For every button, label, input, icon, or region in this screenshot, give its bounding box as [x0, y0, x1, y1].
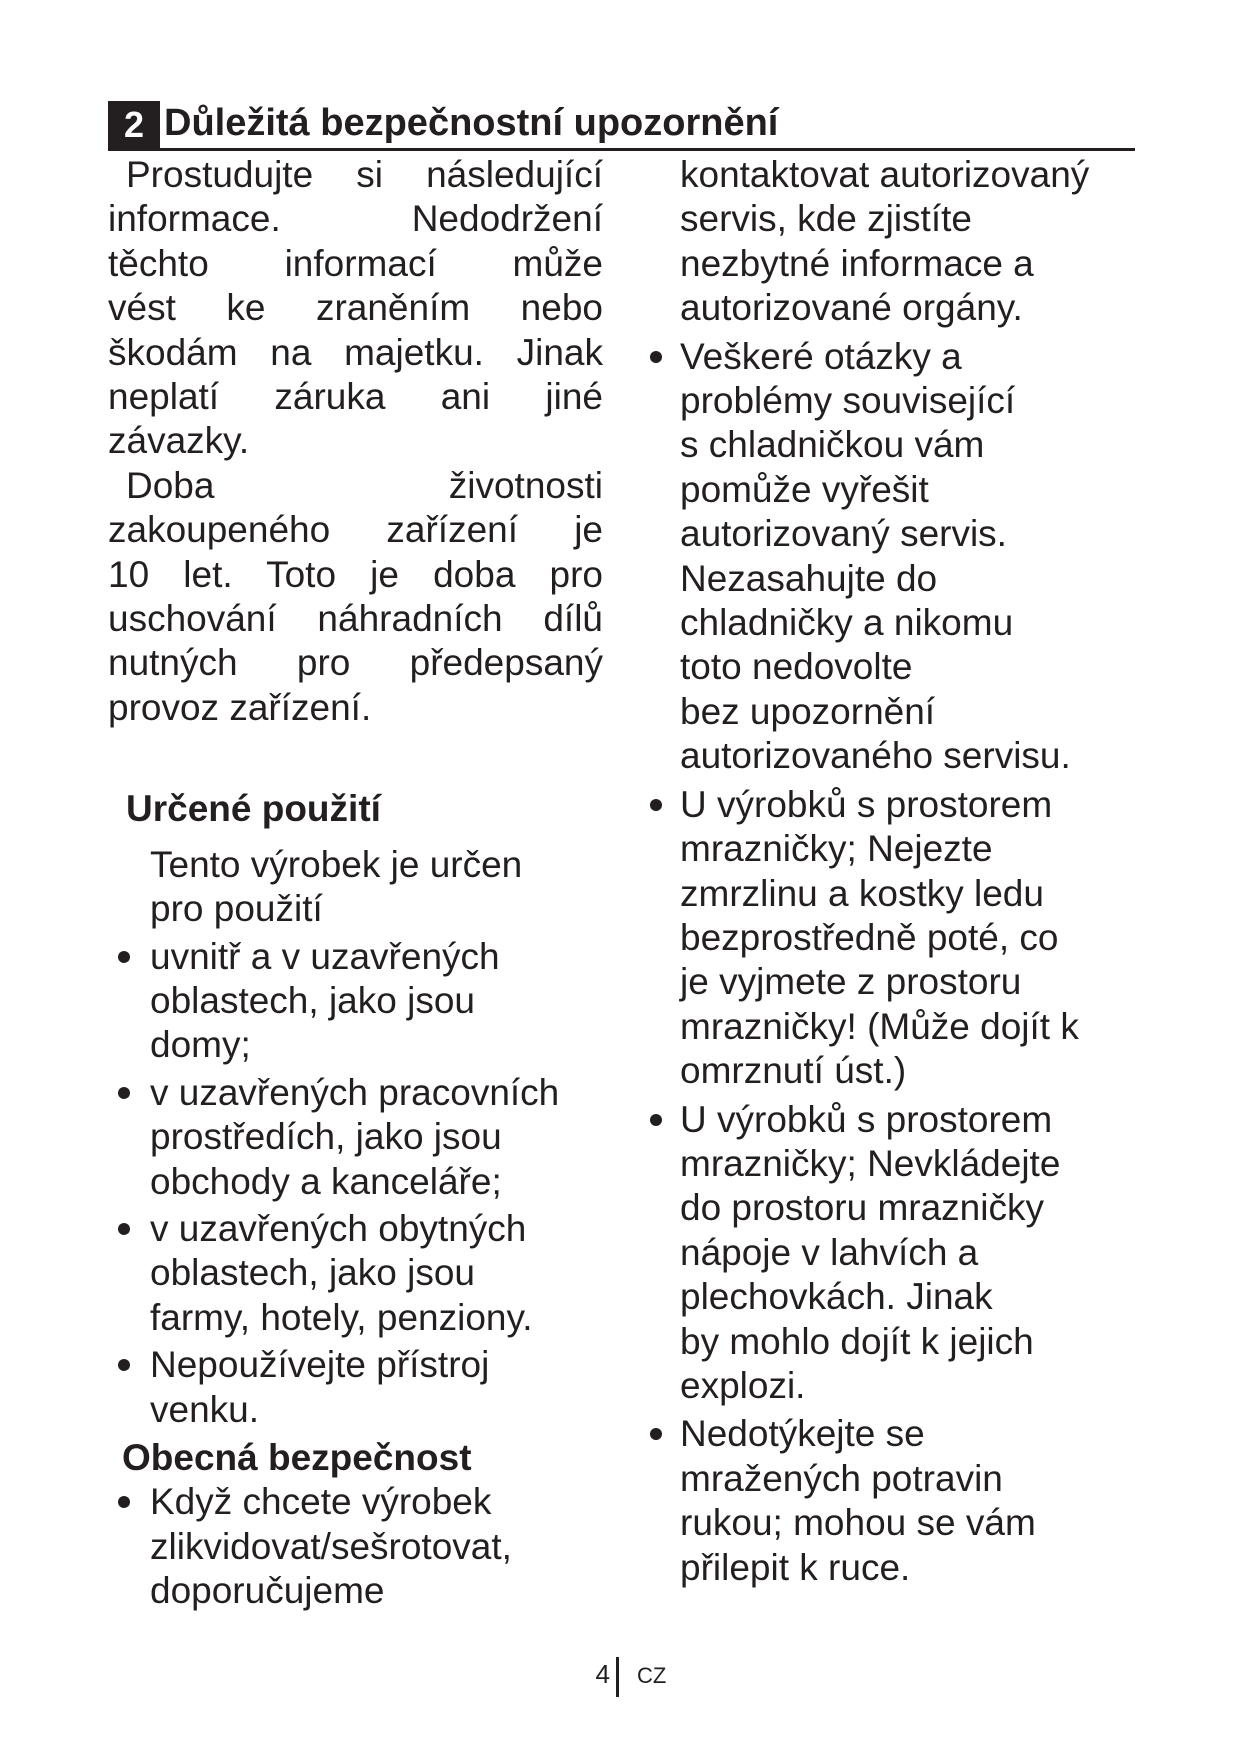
text-line: v uzavřených obytných	[150, 1207, 527, 1249]
list-item	[640, 1098, 1140, 1409]
list-item	[640, 335, 1140, 779]
bullet-icon	[118, 1496, 130, 1508]
bullet-icon	[118, 1359, 130, 1371]
section-title: Důležitá bezpečnostní upozornění	[164, 102, 779, 144]
bullet-icon	[118, 1223, 130, 1235]
text-line: U výrobků s prostorem	[680, 783, 1053, 825]
lifetime-paragraph	[108, 464, 603, 730]
text-line: Tento výrobek je určen	[150, 843, 523, 885]
right-column	[640, 153, 1140, 1590]
general-safety-heading: Obecná bezpečnost	[122, 1436, 472, 1478]
text-line: problémy související	[680, 380, 1016, 422]
intended-use-heading: Určené použití	[126, 788, 381, 830]
text-line: prostředích, jako jsou	[150, 1116, 502, 1158]
text-line: provoz zařízení.	[108, 686, 372, 728]
text-line: pomůže vyřešit	[680, 468, 929, 510]
bullet-icon	[118, 951, 130, 963]
list-item	[108, 935, 603, 1068]
bullet-icon	[118, 1087, 130, 1099]
text-line: bez upozornění	[680, 690, 936, 732]
section-header	[108, 97, 1135, 151]
continuation-paragraph	[640, 153, 1140, 331]
text-line: těchto informací může	[108, 242, 603, 284]
left-column	[108, 153, 603, 1614]
text-line: v uzavřených pracovních	[150, 1071, 560, 1113]
text-line: explozi.	[680, 1364, 806, 1406]
bullet-icon	[650, 1114, 662, 1126]
text-line: domy;	[150, 1024, 251, 1066]
text-line: plechovkách. Jinak	[680, 1276, 993, 1318]
text-line: škodám na majetku. Jinak	[108, 331, 603, 373]
text-line: kontaktovat autorizovaný	[680, 154, 1090, 195]
footer-divider	[616, 1657, 619, 1697]
text-line: bezprostředně poté, co	[680, 916, 1059, 958]
text-line: zmrzlinu a kostky ledu	[680, 872, 1044, 914]
text-line: U výrobků s prostorem	[680, 1098, 1053, 1140]
text-line: autorizované orgány.	[680, 287, 1023, 329]
section-number: 2	[108, 101, 160, 148]
text-line: Veškeré otázky a	[680, 335, 962, 377]
text-line: oblastech, jako jsou	[150, 1252, 475, 1294]
text-line: s chladničkou vám	[680, 424, 985, 466]
text-line: nezbytné informace a	[680, 242, 1034, 284]
text-line: přilepit k ruce.	[680, 1546, 911, 1588]
text-line: venku.	[150, 1388, 260, 1430]
text-line: Doba životnosti	[126, 464, 603, 506]
bullet-icon	[650, 1428, 662, 1440]
language-code: CZ	[637, 1663, 667, 1688]
text-line: je vyjmete z prostoru	[680, 961, 1022, 1003]
text-line: Prostudujte si následující	[126, 154, 603, 195]
text-line: vést ke zraněním nebo	[108, 287, 603, 329]
list-item	[640, 783, 1140, 1094]
text-line: Nezasahujte do	[680, 557, 938, 599]
text-line: mražených potravin	[680, 1457, 1003, 1499]
text-line: autorizovaného servisu.	[680, 735, 1071, 777]
text-line: toto nedovolte	[680, 646, 913, 688]
text-line: autorizovaný servis.	[680, 513, 1007, 555]
text-line: by mohlo dojít k jejich	[680, 1320, 1034, 1362]
text-line: chladničky a nikomu	[680, 602, 1014, 644]
text-line: servis, kde zjistíte	[680, 198, 972, 240]
bullet-icon	[650, 351, 662, 363]
text-line: nápoje v lahvích a	[680, 1231, 979, 1273]
page-footer	[0, 1655, 1240, 1699]
bullet-icon	[650, 799, 662, 811]
text-line: Nepoužívejte přístroj	[150, 1344, 490, 1386]
text-line: mrazničky; Nejezte	[680, 828, 993, 870]
page-number: 4	[595, 1659, 610, 1689]
text-line: mrazničky! (Může dojít k	[680, 1005, 1079, 1047]
text-line: oblastech, jako jsou	[150, 979, 475, 1021]
text-line: mrazničky; Nevkládejte	[680, 1142, 1061, 1184]
spacer	[108, 832, 603, 843]
text-line: farmy, hotely, penziony.	[150, 1296, 533, 1338]
text-line: neplatí záruka ani jiné	[108, 376, 603, 418]
intro-paragraph	[108, 153, 603, 464]
list-item	[108, 1071, 603, 1204]
text-line: pro použití	[150, 888, 323, 930]
text-line: doporučujeme	[150, 1570, 385, 1612]
text-line: omrznutí úst.)	[680, 1050, 907, 1092]
text-line: informace. Nedodržení	[108, 198, 603, 240]
text-line: Nedotýkejte se	[680, 1413, 925, 1455]
list-item	[640, 1412, 1140, 1590]
text-line: zlikvidovat/sešrotovat,	[150, 1525, 512, 1567]
text-line: obchody a kanceláře;	[150, 1160, 502, 1202]
text-line: uschování náhradních dílů	[108, 598, 603, 640]
text-line: 10 let. Toto je doba pro	[108, 553, 603, 595]
intended-use-intro	[108, 843, 603, 932]
text-line: rukou; mohou se vám	[680, 1502, 1036, 1544]
text-line: nutných pro předepsaný	[108, 642, 603, 684]
text-line: do prostoru mrazničky	[680, 1187, 1044, 1229]
spacer	[108, 730, 603, 787]
text-line: uvnitř a v uzavřených	[150, 935, 500, 977]
text-line: závazky.	[108, 420, 250, 462]
list-item	[108, 1207, 603, 1340]
text-line: Když chcete výrobek	[150, 1481, 492, 1523]
list-item	[108, 1343, 603, 1432]
text-line: zakoupeného zařízení je	[108, 509, 603, 551]
list-item	[108, 1480, 603, 1613]
